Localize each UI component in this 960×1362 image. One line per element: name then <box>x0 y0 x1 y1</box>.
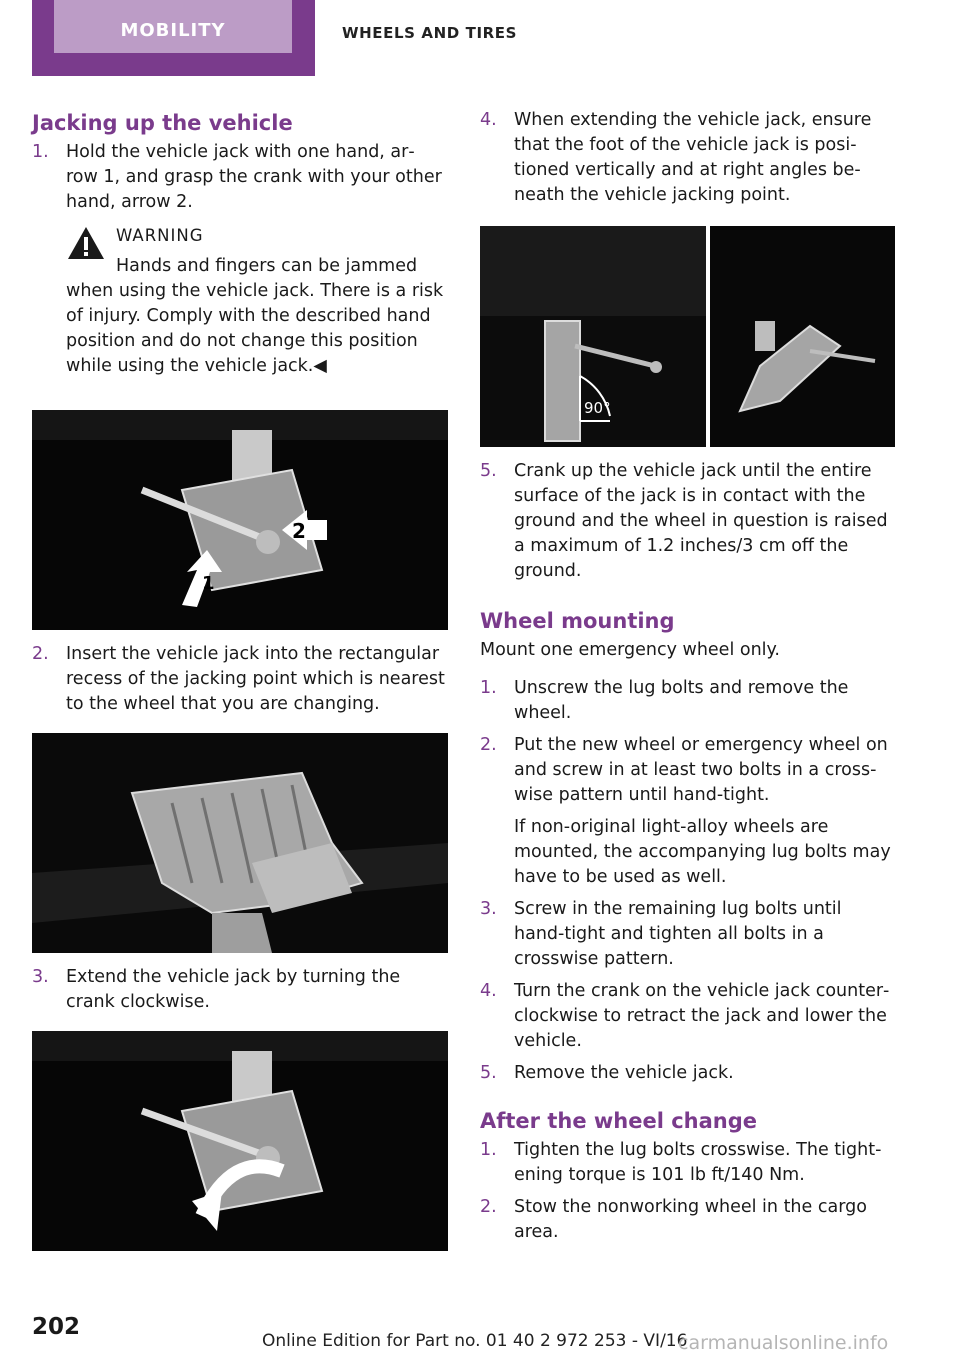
list-item <box>480 676 896 726</box>
warning-title: WARNING <box>116 226 204 245</box>
list-item <box>480 459 896 584</box>
right-column-mid <box>480 459 896 1245</box>
arrow-label-1: 1 <box>202 573 215 594</box>
step-text: Unscrew the lug bolts and remove the wheel. <box>514 678 849 723</box>
chapter-tab[interactable] <box>32 0 315 76</box>
list-item <box>32 642 448 717</box>
chapter-tab-label: MOBILITY <box>54 0 292 53</box>
step-number: 2. <box>480 1197 497 1217</box>
heading-after-wheel-change: After the wheel change <box>480 1109 758 1133</box>
heading-jacking: Jacking up the vehicle <box>32 111 293 135</box>
page-header <box>0 0 960 76</box>
list-item <box>480 897 896 972</box>
list-item <box>480 1138 896 1188</box>
warning-box <box>32 223 448 379</box>
list-item <box>480 108 896 208</box>
step-text: Remove the vehicle jack. <box>514 1063 734 1083</box>
list-item <box>480 733 896 808</box>
warning-text: when using the vehicle jack. There is a risk of injury. Comply with the described hand position and do not change this position while using the vehicle jack.◀ <box>66 281 444 376</box>
heading-wheel-mounting: Wheel mounting <box>480 609 675 633</box>
figure-jacking-point <box>32 733 448 953</box>
figure-crank-clockwise <box>32 1031 448 1251</box>
step-number: 3. <box>32 967 49 987</box>
left-column-step2 <box>32 642 448 717</box>
step-text: Tighten the lug bolts crosswise. The tight‐ ening torque is 101 lb ft/140 Nm. <box>514 1140 882 1185</box>
step-number: 1. <box>32 142 49 162</box>
step-text: Insert the vehicle jack into the rectangular recess of the jacking point which is nearest to the wheel that you are changing. <box>66 644 445 714</box>
step-number: 1. <box>480 678 497 698</box>
step-text: When extending the vehicle jack, ensure that the foot of the vehicle jack is posi‐ tioned vertically and at right angles be‐ neath the vehicle jacking point. <box>514 110 872 205</box>
step-text: Extend the vehicle jack by turning the crank clockwise. <box>66 967 401 1012</box>
mount-note: If non-original light-alloy wheels are mounted, the accompanying lug bolts may have to be used as well. <box>514 817 891 887</box>
list-item-note <box>480 815 896 890</box>
list-item <box>32 140 448 215</box>
list-item <box>32 965 448 1015</box>
step-number: 5. <box>480 461 497 481</box>
list-item <box>480 1195 896 1245</box>
step-text: Stow the nonworking wheel in the cargo area. <box>514 1197 867 1242</box>
step-number: 2. <box>480 735 497 755</box>
edition-text: Online Edition for Part no. 01 40 2 972 253 - VI/16 <box>262 1331 688 1351</box>
step-text: Screw in the remaining lug bolts until hand-tight and tighten all bolts in a crosswise pattern. <box>514 899 842 969</box>
step-text: Crank up the vehicle jack until the entire surface of the jack is in contact with the ground and the wheel in question is raised a maximum of 1.2 inches/3 cm off the ground. <box>514 461 888 581</box>
watermark: carmanualsonline.info <box>678 1332 889 1354</box>
step-text: Hold the vehicle jack with one hand, ar‐ row 1, and grasp the crank with your other hand, arrow 2. <box>66 142 442 212</box>
mount-intro: Mount one emergency wheel only. <box>480 640 780 660</box>
warning-icon <box>66 225 106 261</box>
step-text: Turn the crank on the vehicle jack counter‐ clockwise to retract the jack and lower the vehicle. <box>514 981 890 1051</box>
page-number: 202 <box>32 1314 81 1340</box>
figure-jack-grip <box>32 410 448 630</box>
step-text: Put the new wheel or emergency wheel on and screw in at least two bolts in a cross‐ wise pattern until hand-tight. <box>514 735 888 805</box>
step-number: 3. <box>480 899 497 919</box>
list-item <box>480 1061 896 1086</box>
step-number: 5. <box>480 1063 497 1083</box>
figure-jack-angle <box>480 226 895 447</box>
warning-text-first: Hands and fingers can be jammed <box>116 256 418 276</box>
list-item <box>480 979 896 1054</box>
left-column <box>32 108 448 379</box>
arrow-label-2: 2 <box>292 519 306 543</box>
right-column <box>480 108 896 208</box>
step-number: 4. <box>480 110 497 130</box>
left-column-step3 <box>32 965 448 1015</box>
section-title: WHEELS AND TIRES <box>342 24 518 42</box>
step-number: 1. <box>480 1140 497 1160</box>
step-number: 4. <box>480 981 497 1001</box>
angle-label: 90° <box>584 399 611 417</box>
step-number: 2. <box>32 644 49 664</box>
